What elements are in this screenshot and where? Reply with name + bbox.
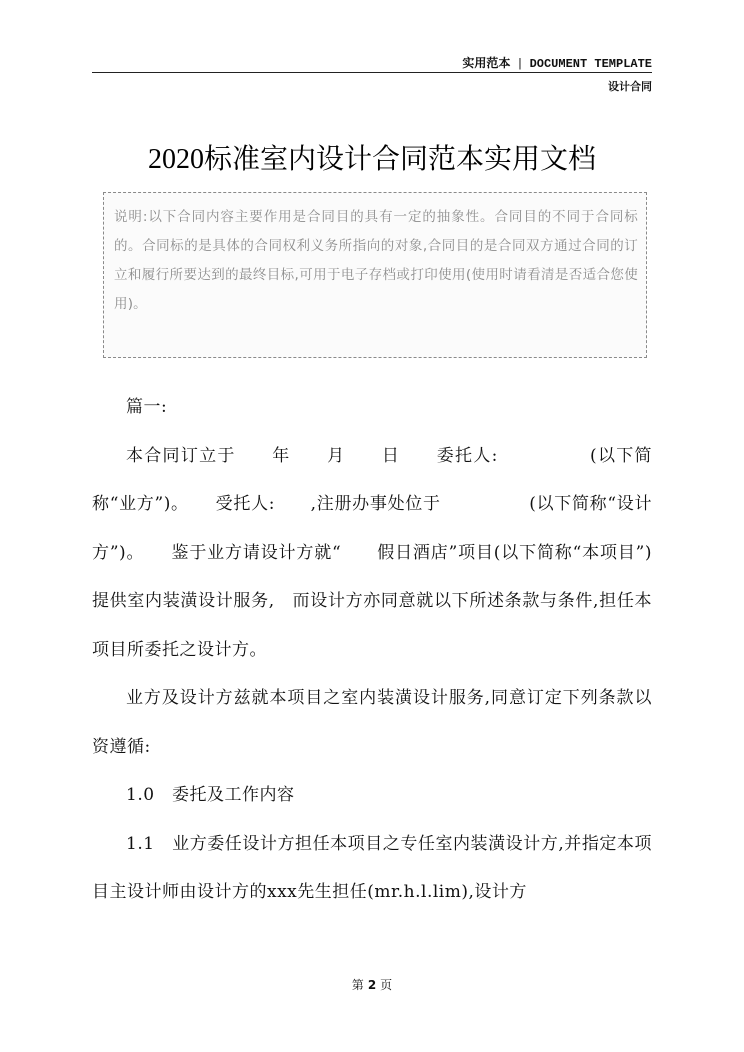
header-left-label: 实用范本 [462, 57, 511, 71]
paragraph-clause-1-1: 1.1 业方委任设计方担任本项目之专任室内装潢设计方,并指定本项目主设计师由设计方的xxx先生担任(mr.h.l.lim),设计方 [92, 833, 652, 902]
note-box: 说明:以下合同内容主要作用是合同目的具有一定的抽象性。合同目的不同于合同标的。合同标的是具体的合同权利义务所指向的对象,合同目的是合同双方通过合同的订立和履行所要达到的最终目标,可用于电子存档或打印使用(使用时请看清是否适合您使用)。 [103, 192, 647, 358]
paragraph-contract-parties: 本合同订立于 年 月 日 委托人: (以下简称“业方”)。 受托人: ,注册办事处位于 (以下简称“设计方”)。 鉴于业方请设计方就“ 假日酒店”项目(以下简称“本项目”)提供室内装潢设计服务, 而设计方亦同意就以下所述条款与条件,担任本项目所委托之设计方。 [92, 445, 652, 660]
paragraph-clause-1-0: 1.0 委托及工作内容 [126, 785, 295, 805]
footer-suffix: 页 [380, 978, 393, 992]
document-title: 2020标准室内设计合同范本实用文档 [147, 144, 596, 175]
page-number: 2 [367, 978, 377, 992]
header-subtitle: 设计合同 [608, 80, 652, 93]
document-body [92, 383, 652, 917]
header-label [462, 54, 652, 71]
footer-prefix: 第 [351, 978, 364, 992]
header-separator: | [516, 57, 524, 71]
header-right-label: DOCUMENT TEMPLATE [529, 57, 652, 71]
paragraph-agreement: 业方及设计方兹就本项目之室内装潢设计服务,同意订定下列条款以资遵循: [92, 688, 652, 757]
header-divider [92, 72, 652, 73]
page-footer [0, 976, 744, 993]
paragraph-section-heading: 篇一: [126, 397, 168, 417]
